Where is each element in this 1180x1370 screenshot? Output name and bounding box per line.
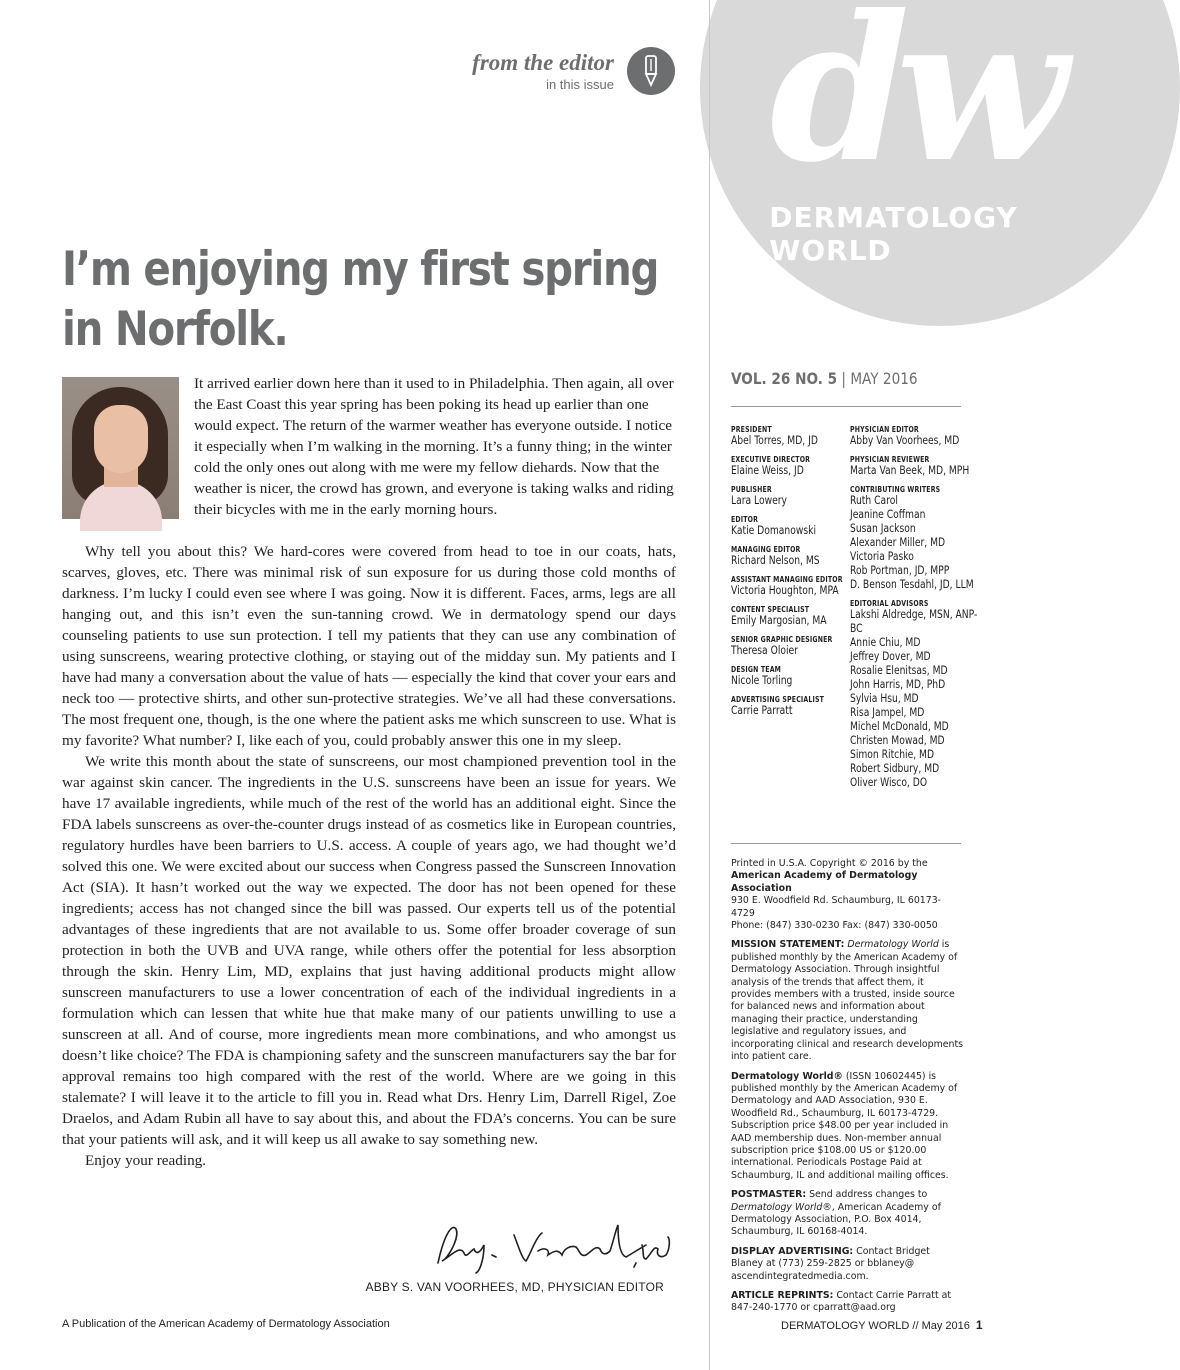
copyright-line: Phone: (847) 330-0230 Fax: (847) 330-0050 [731, 920, 938, 932]
masthead-role: EDITOR [731, 515, 759, 524]
masthead-name: Annie Chiu, MD [850, 636, 921, 649]
masthead-role: PRESIDENT [731, 425, 772, 434]
mission-title: Dermatology World [847, 939, 939, 951]
masthead-name: Theresa Oloier [731, 644, 798, 657]
logo-word-dermatology: DERMATOLOGY [769, 201, 1018, 234]
display-text: Contact Bridget Blaney at (773) 259-2825 or bblaney@ ascendintegratedmedia.com. [731, 1245, 930, 1282]
postmaster-label: POSTMASTER: [731, 1189, 807, 1201]
mission-statement [731, 939, 963, 1063]
masthead-name: Marta Van Beek, MD, MPH [850, 464, 970, 477]
headline: I’m enjoying my first spring in Norfolk. [62, 242, 659, 357]
masthead-left [731, 425, 846, 718]
masthead-name: Elaine Weiss, JD [731, 464, 804, 477]
masthead-role: ADVERTISING SPECIALIST [731, 695, 825, 704]
masthead-name: Jeanine Coffman [850, 508, 926, 521]
masthead-name: Jeffrey Dover, MD [850, 650, 931, 663]
footer-publication: A Publication of the American Academy of Dermatology Association [62, 1318, 390, 1330]
article-body [62, 541, 676, 1171]
issn-statement [731, 1071, 963, 1183]
masthead-role: PHYSICIAN EDITOR [850, 425, 919, 434]
masthead-name: Lara Lowery [731, 494, 787, 507]
masthead-name: Michel McDonald, MD [850, 720, 949, 733]
volume-separator: | [837, 369, 851, 388]
masthead-name: Oliver Wisco, DO [850, 776, 928, 789]
article-paragraph-4: Enjoy your reading. [85, 1152, 207, 1169]
masthead-name: Lakshi Aldredge, MSN, ANP-BC [850, 608, 978, 635]
masthead-name: Victoria Pasko [850, 550, 914, 563]
section-kicker [472, 50, 614, 92]
masthead-name: Susan Jackson [850, 522, 916, 535]
masthead-name: Rob Portman, JD, MPP [850, 564, 950, 577]
display-label: DISPLAY ADVERTISING: [731, 1245, 854, 1257]
footer-folio [781, 1318, 983, 1332]
issn-text: (ISSN 10602445) is published monthly by the American Academy of Dermatology and AAD Association, 930 E. Woodfield Rd., Schaumburg, IL 60173-4729. Subscription price $48.00 per year included in AAD membership dues. Non-member annual subscription price $108.00 US or $120.00 international. Periodicals Postage Paid at Schaumburg, IL and additional mailing offices. [731, 1070, 958, 1181]
masthead-role: CONTENT SPECIALIST [731, 605, 810, 614]
article-paragraph-1: It arrived earlier down here than it used to in Philadelphia. Then again, all over the East Coast this year spring has been poking its head up earlier than one would expect. The return of the warmer weather has everyone outside. I notice it especially when I’m walking in the morning. It’s a funny thing; in the winter cold the only ones out along with me were my fellow diehards. Now that the weather is nicer, the crowd has grown, and everyone is taking walks and riding their bicycles with me in the early morning hours. [194, 375, 674, 518]
volume-number: VOL. 26 NO. 5 [731, 369, 838, 388]
masthead-name: Robert Sidbury, MD [850, 762, 940, 775]
pen-icon [627, 47, 675, 95]
masthead-name: Rosalie Elenitsas, MD [850, 664, 948, 677]
logo-word-world: WORLD [769, 234, 892, 267]
masthead-name: Simon Ritchie, MD [850, 748, 935, 761]
masthead-name: Katie Domanowski [731, 524, 816, 537]
masthead-name: Risa Jampel, MD [850, 706, 925, 719]
masthead-name: Emily Margosian, MA [731, 614, 827, 627]
masthead-role: PUBLISHER [731, 485, 772, 494]
masthead-role: EDITORIAL ADVISORS [850, 599, 929, 608]
mission-label: MISSION STATEMENT: [731, 939, 845, 951]
masthead-role: SENIOR GRAPHIC DESIGNER [731, 635, 833, 644]
masthead-name: Abel Torres, MD, JD [731, 434, 818, 447]
masthead-name: Nicole Torling [731, 674, 793, 687]
masthead-name: Alexander Miller, MD [850, 536, 946, 549]
article-paragraph-3: We write this month about the state of sunscreens, our most championed prevention tool in the war against skin cancer. The ingredients in the U.S. sunscreens have been an issue for years. We have 17 available ingredients, while much of the rest of the world has an additional eight. Since the FDA labels sunscreens as over-the-counter drugs instead of as cosmetics like in European countries, regulatory hurdles have been barriers to U.S. access. A couple of years ago, we had thought we’d solved this one. We were excited about our success when Congress passed the Sunscreen Innovation Act (SIA). It hasn’t worked out the way we expected. The door has not been opened for these ingredients; access has not changed since the bill was passed. Our experts tell us of the potential advantages of these ingredients that are not available to us. Some offer broader coverage of sun protection in both the UVB and UVA range, while others offer the potential for less absorption through the skin. Henry Lim, MD, explains that just having additional products might allow sunscreen manufacturers to use a lower concentration of each of the individual ingredients in a formulation which can lessen that white hue that make many of our patients unwilling to use a sunscreen at all. And of course, more ingredients mean more combinations, and who amongst us doesn’t like choice? The FDA is championing safety and the sunscreen manufacturers say the bar for approval remains too high compared with the rest of the world. Where are we going in this stalemate? I will leave it to the article to fill you in. Read what Drs. Henry Lim, Darrell Rigel, Zoe Draelos, and Adam Rubin all have to say about this, and about the FDA’s concerns. You can be sure that your patients will ask, and it will keep us all awake to say something new. [62, 753, 676, 1148]
masthead-name: John Harris, MD, PhD [850, 678, 946, 691]
masthead-role: MANAGING EDITOR [731, 545, 801, 554]
masthead-name: D. Benson Tesdahl, JD, LLM [850, 578, 974, 591]
reprints-text: Contact Carrie Parratt at 847-240-1770 or cparratt@aad.org [731, 1290, 952, 1314]
page-number: 1 [975, 1318, 983, 1332]
column-divider [709, 0, 710, 1370]
article-paragraph-2: Why tell you about this? We hard-cores were covered from head to toe in our coats, hats, scarves, gloves, etc. There was minimal risk of sun exposure for us during those cold months of darkness. I’m lucky I could even see where I was going. Now it is different. Faces, arms, legs are all hanging out, and this isn’t even the sun-tanning crowd. We in dermatology spend our days counseling patients to use sun protection. I tell my patients that they can use any combination of using sunscreens, wearing protective clothing, or staying out of the midday sun. My patients and I have had many a conversation about the value of hats — especially the kind that cover your ears and neck too — protective shirts, and other sun-protective strategies. We’ve all had these conversations. The most frequent one, though, is the one where the patient asks me which sunscreen to use. What is my favorite? What number? I, like each of you, could probably answer this one in my sleep. [62, 543, 676, 749]
postmaster-text-b: ®, American Academy of Dermatology Association, P.O. Box 4014, Schaumburg, IL 60168-4014. [731, 1201, 941, 1238]
masthead-role: DESIGN TEAM [731, 665, 782, 674]
masthead-name: Victoria Houghton, MPA [731, 584, 839, 597]
masthead-name: Sylvia Hsu, MD [850, 692, 919, 705]
masthead-right [850, 425, 981, 790]
article-reprints [731, 1290, 963, 1315]
masthead-name: Carrie Parratt [731, 704, 793, 717]
volume-date: MAY 2016 [850, 369, 918, 388]
masthead-role: ASSISTANT MANAGING EDITOR [731, 575, 843, 584]
postmaster-text-a: Send address changes to [809, 1189, 928, 1201]
masthead-name: Richard Nelson, MS [731, 554, 820, 567]
masthead-name: Christen Mowad, MD [850, 734, 945, 747]
copyright-line: American Academy of Dermatology Association [731, 870, 918, 894]
masthead-role: CONTRIBUTING WRITERS [850, 485, 941, 494]
masthead-role: EXECUTIVE DIRECTOR [731, 455, 811, 464]
issn-label: Dermatology World® [731, 1070, 843, 1082]
masthead-role: PHYSICIAN REVIEWER [850, 455, 930, 464]
masthead-name: Abby Van Voorhees, MD [850, 434, 960, 447]
reprints-label: ARTICLE REPRINTS: [731, 1290, 834, 1301]
masthead-rule-top [731, 406, 961, 407]
editor-portrait-photo [62, 377, 179, 519]
kicker-subtitle: in this issue [546, 77, 614, 92]
footer-issue: DERMATOLOGY WORLD // May 2016 [781, 1320, 970, 1332]
copyright-line: 930 E. Woodfield Rd. Schaumburg, IL 60173-4729 [731, 895, 942, 919]
publication-info [731, 858, 963, 1315]
kicker-title: from the editor [472, 50, 614, 75]
mission-text: is published monthly by the American Academy of Dermatology Association. Through insightful analysis of the trends that affect them, it provides members with a trusted, inside source for balanced news and information about managing their practice, understanding legislative and regulatory issues, and incorporating clinical and research developments into patient care. [731, 939, 964, 1063]
copyright-line: Printed in U.S.A. Copyright © 2016 by the [731, 858, 928, 869]
editor-signature [430, 1215, 680, 1275]
display-advertising [731, 1246, 963, 1283]
logo-mark: dw [770, 0, 1055, 207]
masthead-rule-bottom [731, 843, 961, 844]
postmaster-statement [731, 1189, 963, 1239]
masthead-name: Ruth Carol [850, 494, 898, 507]
postmaster-title: Dermatology World [731, 1201, 823, 1213]
signature-name: ABBY S. VAN VOORHEES, MD, PHYSICIAN EDITOR [365, 1280, 664, 1294]
volume-line [731, 369, 918, 388]
